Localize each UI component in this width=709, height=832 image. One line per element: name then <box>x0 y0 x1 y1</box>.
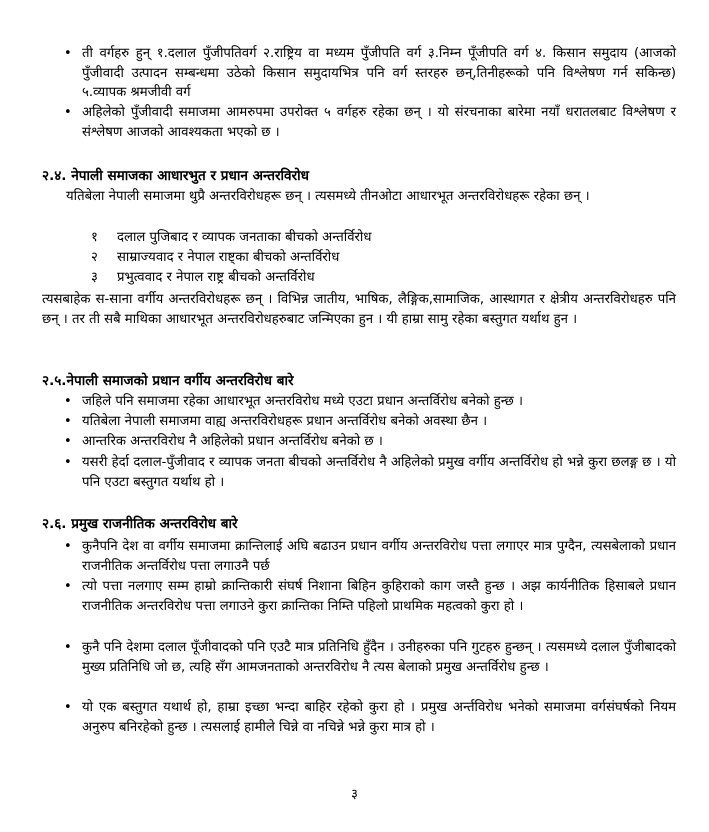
list-item: • यतिबेला नेपाली समाजमा वाह्य अन्तरविरोधहरू प्रधान अन्तर्विरोध बनेको अवस्था छैन । <box>82 412 676 432</box>
list-item: • त्यो पत्ता नलगाए सम्म हाम्रो क्रान्तिकारी संघर्ष निशाना बिहिन कुहिराको काग जस्तै हुन्छ । अझ कार्यनीतिक हिसाबले प्रधान राजनीतिक अन्तरविरोध पत्ता लगाउने कुरा क्रान्तिका निम्ति पहिलो प्राथमिक महत्वको कुरा हो । <box>82 577 676 616</box>
list-item: • कुनै पनि देशमा दलाल पूँजीवादको पनि एउटै मात्र प्रतिनिधि हुँदैन । उनीहरुका पनि गुटहरु हुन्छन् । त्यसमध्ये दलाल पुँजीबादको मुख्य प्रतिनिधि जो छ, त्यहि सँग आमजनताको अन्तरविरोध नै त्यस बेलाको प्रमुख अन्तर्विरोध हुन्छ । <box>82 638 676 677</box>
list-item: • जहिले पनि समाजमा रहेका आधारभूत अन्तरविरोध मध्ये एउटा प्रधान अन्तर्विरोध बनेको हुन्छ । <box>82 392 676 412</box>
list-item-number: १ <box>91 230 98 245</box>
list-item <box>91 268 315 288</box>
section-2-4-intro: यतिबेला नेपाली समाजमा थुप्रै अन्तरविरोधहरू छन् । त्यसमध्ये तीनओटा आधारभूत अन्तरविरोधहरू रहेका छन् । <box>66 189 590 204</box>
page-number: ३ <box>351 787 358 802</box>
list-item: • कुनैपनि देश वा वर्गीय समाजमा क्रान्तिलाई अघि बढाउन प्रधान वर्गीय अन्तरविरोध पत्ता लगाएर मात्र पुग्दैन, त्यसबेलाको प्रधान राजनीतिक अन्तर्विरोध पत्ता लगाउनै पर्छ <box>82 537 676 576</box>
list-item: • यसरी हेर्दा दलाल-पुँजीवाद र व्यापक जनता बीचको अन्तर्विरोध नै अहिलेको प्रमुख वर्गीय अन्तर्विरोध हो भन्ने कुरा छलङ्ग छ । यो पनि एउटा बस्तुगत यर्थाथ हो । <box>82 453 676 492</box>
list-item-text: दलाल पुजिबाद र व्यापक जनताका बीचको अन्तर्विरोध <box>117 230 372 245</box>
list-item: • आन्तरिक अन्तरविरोध नै अहिलेको प्रधान अन्तर्विरोध बनेको छ । <box>82 432 676 452</box>
list-item-number: २ <box>91 250 98 265</box>
list-item <box>91 248 339 268</box>
list-item: • ती वर्गहरु हुन् १.दलाल पुँजीपतिवर्ग २.राष्ट्रिय वा मध्यम पुँजीपति वर्ग ३.निम्न पूँजीपति वर्ग ४. किसान समुदाय (आजको पुँजीवादी उत्पादन सम्बन्धमा उठेको किसान समुदायभित्र पनि वर्ग स्तरहरु छन्,तिनीहरूको पनि विश्लेषण गर्न सकिन्छ) ५.व्यापक श्रमजीवी वर्ग <box>82 44 676 103</box>
list-item <box>91 228 371 248</box>
section-heading-2-5: २.५.नेपाली समाजको प्रधान वर्गीय अन्तरविरोध बारे <box>42 373 294 389</box>
list-item-text: साम्राज्यवाद र नेपाल राष्ट्का बीचको अन्तर्विरोध <box>117 250 340 265</box>
list-item-text: प्रभुत्ववाद र नेपाल राष्ट्र बीचको अन्तर्विरोध <box>117 270 315 285</box>
section-heading-2-6: २.६. प्रमुख राजनीतिक अन्तरविरोध बारे <box>42 516 238 532</box>
list-item: • अहिलेको पुँजीवादी समाजमा आमरुपमा उपरोक्त ५ वर्गहरु रहेका छन् । यो संरचनाका बारेमा नयाँ धरातलबाट विश्लेषण र संश्लेषण आजको आवश्यकता भएको छ । <box>82 103 676 142</box>
section-2-4-closing: त्यसबाहेक स-साना वर्गीय अन्तरविरोधहरू छन् । विभिन्न जातीय, भाषिक, लैङ्गिक,सामाजिक, आस्थागत र क्षेत्रीय अन्तरविरोधहरु पनि छन् । तर ती सबै माथिका आधारभूत अन्तरविरोधहरुबाट जन्मिएका हुन । यी हाम्रा सामु रहेका बस्तुगत यर्थाथ हुन । <box>42 292 676 327</box>
section-heading-2-4: २.४. नेपाली समाजका आधारभुत र प्रधान अन्तरविरोध <box>42 168 310 184</box>
list-item: • यो एक बस्तुगत यथार्थ हो, हाम्रा इच्छा भन्दा बाहिर रहेको कुरा हो । प्रमुख अर्न्तविरोध भनेको समाजमा वर्गसंघर्षको नियम अनुरुप बनिरहेको हुन्छ । त्यसलाई हामीले चिन्ने वा नचिन्ने भन्ने कुरा मात्र हो । <box>82 698 676 737</box>
list-item-number: ३ <box>91 270 98 285</box>
